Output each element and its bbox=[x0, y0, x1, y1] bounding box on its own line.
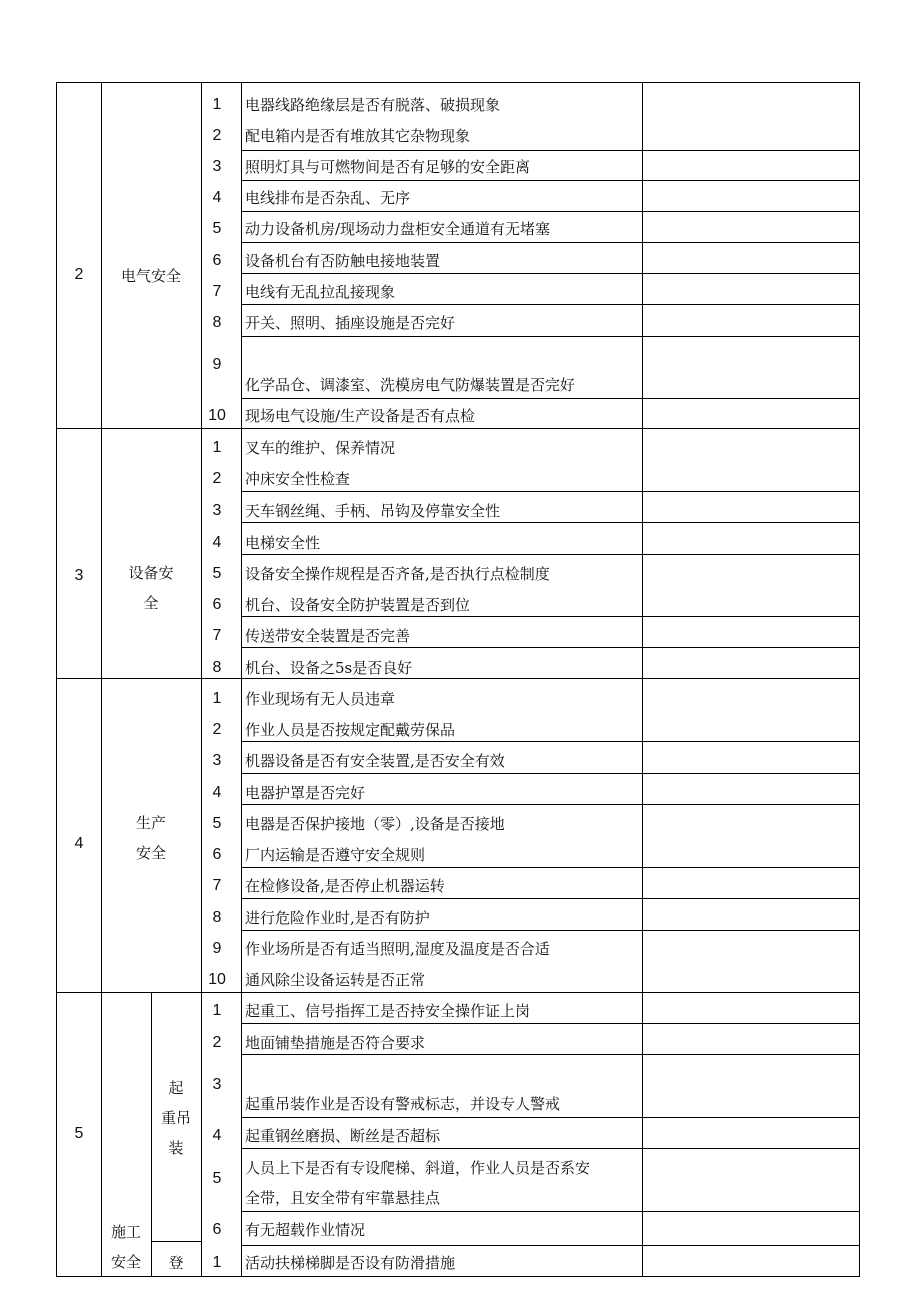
section-number: 4 bbox=[74, 835, 84, 852]
row-border bbox=[241, 1023, 859, 1024]
section-number: 5 bbox=[74, 1125, 84, 1142]
item-number: 2 bbox=[212, 721, 222, 738]
row-border bbox=[241, 773, 859, 774]
item-number: 3 bbox=[212, 158, 222, 175]
row-border bbox=[241, 1054, 859, 1055]
item-number: 3 bbox=[212, 1076, 222, 1093]
item-number: 2 bbox=[212, 127, 222, 144]
item-number: 1 bbox=[212, 439, 222, 456]
item-text: 动力设备机房/现场动力盘柜安全通道有无堵塞 bbox=[245, 220, 551, 238]
item-number: 7 bbox=[212, 627, 222, 644]
item-text: 化学品仓、调漆室、洗模房电气防爆装置是否完好 bbox=[245, 376, 576, 394]
item-number: 2 bbox=[212, 1034, 222, 1051]
row-border bbox=[56, 82, 859, 83]
item-text: 现场电气设施/生产设备是否有点检 bbox=[245, 407, 476, 425]
item-text: 照明灯具与可燃物间是否有足够的安全距离 bbox=[245, 158, 531, 176]
item-number: 10 bbox=[208, 407, 226, 424]
item-text: 机器设备是否有安全装置,是否安全有效 bbox=[245, 752, 505, 770]
row-border bbox=[241, 741, 859, 742]
item-number: 10 bbox=[208, 971, 226, 988]
section-category bbox=[101, 261, 201, 291]
section-number: 2 bbox=[74, 266, 84, 283]
row-border bbox=[241, 304, 859, 305]
col-border bbox=[56, 82, 57, 1277]
item-number: 8 bbox=[212, 659, 222, 676]
row-border bbox=[241, 930, 859, 931]
item-text: 电器线路绝缘层是否有脱落、破损现象 bbox=[245, 96, 501, 114]
item-text: 电线有无乱拉乱接现象 bbox=[245, 283, 396, 301]
subcategory-climb: 登 bbox=[168, 1254, 184, 1272]
item-number: 9 bbox=[212, 356, 222, 373]
item-number: 6 bbox=[212, 252, 222, 269]
item-text: 通风除尘设备运转是否正常 bbox=[245, 971, 426, 989]
category-line: 设备安 bbox=[128, 564, 174, 582]
row-border bbox=[241, 211, 859, 212]
row-border bbox=[151, 1241, 201, 1242]
item-text: 进行危险作业时,是否有防护 bbox=[245, 909, 430, 927]
item-number: 3 bbox=[212, 752, 222, 769]
subcategory-crane bbox=[151, 1073, 201, 1163]
category-line: 全 bbox=[143, 594, 159, 612]
item-text: 作业人员是否按规定配戴劳保品 bbox=[245, 721, 456, 739]
item-number: 8 bbox=[212, 314, 222, 331]
item-text: 作业场所是否有适当照明,湿度及温度是否合适 bbox=[245, 940, 550, 958]
subcategory-line: 重吊 bbox=[160, 1109, 191, 1127]
row-border bbox=[241, 242, 859, 243]
item-text: 机台、设备之5s是否良好 bbox=[245, 659, 413, 677]
row-border bbox=[241, 522, 859, 523]
category-line: 施工 bbox=[110, 1223, 141, 1241]
category-line: 安全 bbox=[110, 1253, 141, 1271]
row-border bbox=[56, 992, 859, 993]
item-text-continued: 全带，且安全带有牢靠悬挂点 bbox=[245, 1189, 441, 1207]
item-number: 5 bbox=[212, 1170, 222, 1187]
item-text: 在检修设备,是否停止机器运转 bbox=[245, 877, 445, 895]
item-text: 人员上下是否有专设爬梯、斜道，作业人员是否系安 bbox=[245, 1159, 591, 1177]
item-number: 4 bbox=[212, 784, 222, 801]
item-text: 设备机台有否防触电接地装置 bbox=[245, 252, 441, 270]
item-number: 6 bbox=[212, 1221, 222, 1238]
item-text: 有无超载作业情况 bbox=[245, 1221, 366, 1239]
row-border bbox=[241, 150, 859, 151]
item-number: 9 bbox=[212, 940, 222, 957]
item-number: 7 bbox=[212, 877, 222, 894]
category-line: 电气安全 bbox=[120, 267, 181, 285]
item-text: 电器是否保护接地（零）,设备是否接地 bbox=[245, 815, 505, 833]
item-text: 厂内运输是否遵守安全规则 bbox=[245, 846, 426, 864]
section-category bbox=[101, 808, 201, 868]
item-number: 4 bbox=[212, 189, 222, 206]
item-number: 4 bbox=[212, 534, 222, 551]
item-text: 活动扶梯梯脚是否设有防滑措施 bbox=[245, 1254, 456, 1272]
item-text: 配电箱内是否有堆放其它杂物现象 bbox=[245, 127, 471, 145]
col-border bbox=[201, 82, 202, 1277]
category-line: 安全 bbox=[135, 844, 166, 862]
item-number: 3 bbox=[212, 502, 222, 519]
item-text: 叉车的维护、保养情况 bbox=[245, 439, 396, 457]
category-line: 生产 bbox=[135, 814, 166, 832]
subcategory-line: 装 bbox=[168, 1139, 184, 1157]
item-text: 传送带安全装置是否完善 bbox=[245, 627, 411, 645]
col-border bbox=[859, 82, 860, 1277]
item-number: 1 bbox=[212, 1254, 222, 1271]
row-border bbox=[241, 491, 859, 492]
row-border bbox=[241, 1211, 859, 1212]
col-border bbox=[642, 82, 643, 1277]
row-border bbox=[241, 647, 859, 648]
row-border bbox=[241, 336, 859, 337]
item-text: 电线排布是否杂乱、无序 bbox=[245, 189, 411, 207]
item-text: 电梯安全性 bbox=[245, 534, 321, 552]
item-number: 8 bbox=[212, 909, 222, 926]
item-text: 开关、照明、插座设施是否完好 bbox=[245, 314, 456, 332]
item-text: 作业现场有无人员违章 bbox=[245, 690, 396, 708]
item-number: 1 bbox=[212, 96, 222, 113]
row-border bbox=[241, 867, 859, 868]
item-number: 6 bbox=[212, 596, 222, 613]
row-border bbox=[241, 554, 859, 555]
row-border bbox=[241, 273, 859, 274]
item-number: 6 bbox=[212, 846, 222, 863]
col-border bbox=[241, 82, 242, 1277]
item-text: 起重钢丝磨损、断丝是否超标 bbox=[245, 1127, 441, 1145]
item-text: 电器护罩是否完好 bbox=[245, 784, 366, 802]
item-number: 1 bbox=[212, 690, 222, 707]
item-text: 天车钢丝绳、手柄、吊钩及停靠安全性 bbox=[245, 502, 501, 520]
item-text: 冲床安全性检查 bbox=[245, 470, 351, 488]
row-border bbox=[241, 1117, 859, 1118]
item-number: 7 bbox=[212, 283, 222, 300]
item-number: 1 bbox=[212, 1002, 222, 1019]
row-border bbox=[241, 398, 859, 399]
row-border bbox=[56, 678, 859, 679]
item-number: 2 bbox=[212, 470, 222, 487]
subcategory-line: 起 bbox=[168, 1079, 184, 1097]
item-number: 5 bbox=[212, 565, 222, 582]
row-border bbox=[241, 898, 859, 899]
row-border bbox=[241, 1148, 859, 1149]
row-border bbox=[241, 804, 859, 805]
item-text: 机台、设备安全防护装置是否到位 bbox=[245, 596, 471, 614]
row-border bbox=[241, 180, 859, 181]
section-number: 3 bbox=[74, 567, 84, 584]
section-category bbox=[101, 1217, 151, 1277]
section-category bbox=[101, 558, 201, 618]
row-border bbox=[241, 1245, 859, 1246]
item-text: 起重工、信号指挥工是否持安全操作证上岗 bbox=[245, 1002, 531, 1020]
row-border bbox=[241, 616, 859, 617]
item-number: 5 bbox=[212, 220, 222, 237]
item-text: 起重吊装作业是否设有警戒标志，并设专人警戒 bbox=[245, 1095, 561, 1113]
item-text: 地面铺垫措施是否符合要求 bbox=[245, 1034, 426, 1052]
item-number: 5 bbox=[212, 815, 222, 832]
item-text: 设备安全操作规程是否齐备,是否执行点检制度 bbox=[245, 565, 550, 583]
item-number: 4 bbox=[212, 1127, 222, 1144]
row-border bbox=[56, 428, 859, 429]
